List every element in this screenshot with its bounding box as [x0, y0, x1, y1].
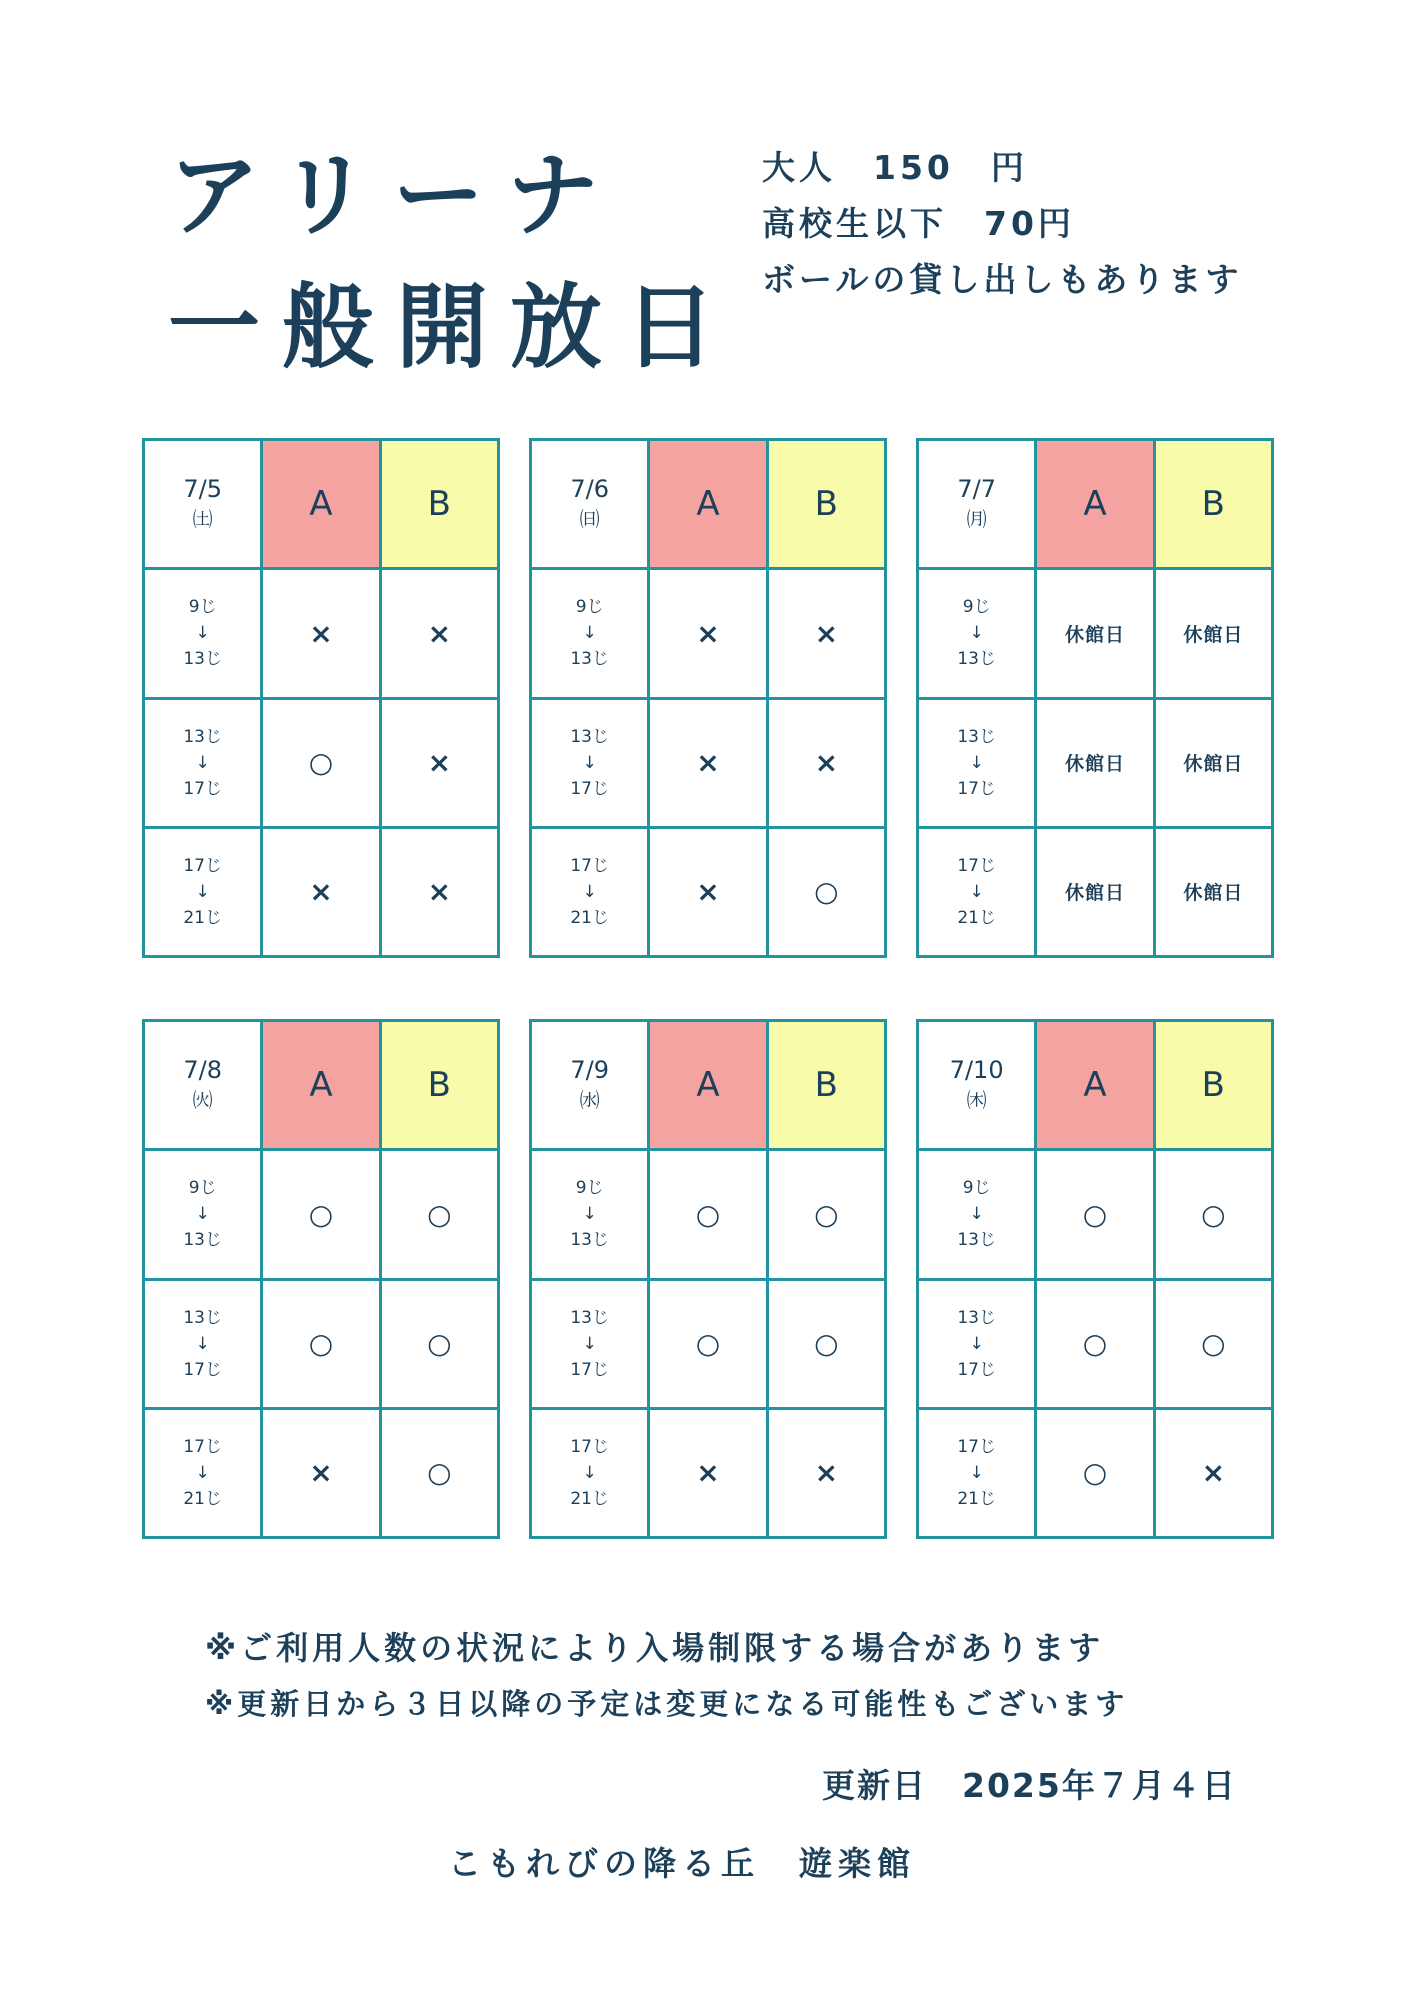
- time-arrow: ↓: [195, 1204, 210, 1225]
- availability-b: ○: [769, 1281, 884, 1407]
- availability-a: ×: [650, 829, 765, 955]
- court-b-header: [1156, 1022, 1271, 1148]
- availability-a: ×: [650, 570, 765, 696]
- time-arrow: ↓: [582, 752, 597, 773]
- time-end: 21じ: [183, 1488, 222, 1509]
- title-line-1: アリーナ: [168, 142, 621, 249]
- date-label: 7/10: [949, 1056, 1004, 1085]
- court-b-header: [769, 1022, 884, 1148]
- availability-a: ○: [650, 1281, 765, 1407]
- time-slot: [532, 1410, 647, 1536]
- day-table: [916, 438, 1274, 958]
- availability-a: ×: [650, 1410, 765, 1536]
- time-end: 21じ: [570, 1488, 609, 1509]
- weekday-label: ㈬: [579, 1088, 600, 1113]
- time-slot: [532, 1151, 647, 1277]
- time-arrow: ↓: [969, 752, 984, 773]
- availability-a: ○: [263, 700, 378, 826]
- time-start: 9じ: [188, 597, 217, 618]
- title-line-2: 一般開放日: [168, 274, 739, 381]
- court-a-header: [1037, 1022, 1152, 1148]
- time-arrow: ↓: [195, 1333, 210, 1354]
- court-a-label: A: [1083, 484, 1107, 525]
- time-start: 9じ: [188, 1178, 217, 1199]
- court-b-header: [382, 1022, 497, 1148]
- court-a-label: A: [309, 1065, 333, 1106]
- availability-b: ×: [769, 570, 884, 696]
- time-slot: [919, 570, 1034, 696]
- date-label: 7/5: [183, 475, 222, 504]
- weekday-label: ㈰: [579, 507, 600, 532]
- availability-b: 休館日: [1156, 570, 1271, 696]
- time-end: 17じ: [957, 1359, 996, 1380]
- court-b-label: B: [814, 484, 838, 525]
- note-line-2: ※更新日から３日以降の予定は変更になる可能性もございます: [205, 1687, 1129, 1721]
- court-b-header: [1156, 441, 1271, 567]
- time-slot: [145, 1410, 260, 1536]
- time-start: 9じ: [575, 1178, 604, 1199]
- date-header: [145, 441, 260, 567]
- time-start: 13じ: [183, 1307, 222, 1328]
- court-a-label: A: [309, 484, 333, 525]
- date-header: [532, 441, 647, 567]
- time-slot: [145, 700, 260, 826]
- time-start: 13じ: [957, 1307, 996, 1328]
- day-table: [529, 1019, 887, 1539]
- date-label: 7/7: [957, 475, 996, 504]
- availability-a: ×: [263, 570, 378, 696]
- court-a-header: [650, 441, 765, 567]
- time-slot: [919, 700, 1034, 826]
- availability-b: ×: [769, 1410, 884, 1536]
- time-arrow: ↓: [969, 1462, 984, 1483]
- time-end: 17じ: [957, 778, 996, 799]
- time-slot: [532, 1281, 647, 1407]
- court-a-label: A: [696, 484, 720, 525]
- availability-b: ×: [769, 700, 884, 826]
- court-b-label: B: [1201, 1065, 1225, 1106]
- day-table: [529, 438, 887, 958]
- availability-a: 休館日: [1037, 700, 1152, 826]
- availability-a: ○: [1037, 1281, 1152, 1407]
- time-start: 9じ: [575, 597, 604, 618]
- time-slot: [145, 1151, 260, 1277]
- availability-a: ×: [263, 1410, 378, 1536]
- date-label: 7/9: [570, 1056, 609, 1085]
- time-arrow: ↓: [969, 1333, 984, 1354]
- time-slot: [145, 829, 260, 955]
- court-b-label: B: [1201, 484, 1225, 525]
- availability-a: ○: [1037, 1410, 1152, 1536]
- date-header: [145, 1022, 260, 1148]
- time-start: 9じ: [962, 597, 991, 618]
- time-end: 13じ: [957, 649, 996, 670]
- date-label: 7/8: [183, 1056, 222, 1085]
- time-start: 9じ: [962, 1178, 991, 1199]
- date-label: 7/6: [570, 475, 609, 504]
- time-arrow: ↓: [582, 1204, 597, 1225]
- time-slot: [532, 570, 647, 696]
- time-start: 13じ: [957, 726, 996, 747]
- time-end: 13じ: [183, 1230, 222, 1251]
- court-a-header: [650, 1022, 765, 1148]
- weekday-label: ㈫: [192, 1088, 213, 1113]
- time-slot: [532, 700, 647, 826]
- venue-name: こもれびの降る丘 遊楽館: [448, 1844, 916, 1883]
- court-a-header: [263, 441, 378, 567]
- time-arrow: ↓: [582, 623, 597, 644]
- time-arrow: ↓: [195, 752, 210, 773]
- time-end: 21じ: [183, 907, 222, 928]
- weekday-label: ㈪: [966, 507, 987, 532]
- date-header: [919, 1022, 1034, 1148]
- availability-b: ○: [382, 1410, 497, 1536]
- time-arrow: ↓: [969, 623, 984, 644]
- time-end: 13じ: [957, 1230, 996, 1251]
- time-start: 13じ: [570, 1307, 609, 1328]
- availability-b: ○: [382, 1281, 497, 1407]
- time-end: 17じ: [183, 1359, 222, 1380]
- availability-b: ○: [382, 1151, 497, 1277]
- time-slot: [532, 829, 647, 955]
- time-arrow: ↓: [195, 623, 210, 644]
- date-header: [919, 441, 1034, 567]
- time-start: 17じ: [183, 1436, 222, 1457]
- time-end: 17じ: [570, 1359, 609, 1380]
- time-start: 13じ: [183, 726, 222, 747]
- court-b-label: B: [427, 484, 451, 525]
- court-a-header: [1037, 441, 1152, 567]
- court-b-header: [382, 441, 497, 567]
- time-arrow: ↓: [969, 1204, 984, 1225]
- time-arrow: ↓: [582, 1333, 597, 1354]
- availability-b: 休館日: [1156, 700, 1271, 826]
- time-end: 21じ: [570, 907, 609, 928]
- time-start: 17じ: [183, 855, 222, 876]
- time-start: 13じ: [570, 726, 609, 747]
- adult-price: 大人 150 円: [762, 148, 1028, 187]
- time-end: 17じ: [183, 778, 222, 799]
- availability-a: ×: [263, 829, 378, 955]
- availability-a: ×: [650, 700, 765, 826]
- time-end: 17じ: [570, 778, 609, 799]
- time-slot: [919, 829, 1034, 955]
- student-price: 高校生以下 70円: [762, 204, 1075, 243]
- time-slot: [145, 1281, 260, 1407]
- time-end: 13じ: [570, 649, 609, 670]
- availability-a: ○: [1037, 1151, 1152, 1277]
- court-a-label: A: [1083, 1065, 1107, 1106]
- availability-b: ○: [769, 1151, 884, 1277]
- availability-a: 休館日: [1037, 829, 1152, 955]
- availability-b: ○: [769, 829, 884, 955]
- time-slot: [919, 1281, 1034, 1407]
- time-slot: [919, 1410, 1034, 1536]
- availability-a: 休館日: [1037, 570, 1152, 696]
- day-table: [142, 1019, 500, 1539]
- time-end: 21じ: [957, 907, 996, 928]
- time-end: 13じ: [570, 1230, 609, 1251]
- ball-rental-note: ボールの貸し出しもあります: [762, 260, 1243, 299]
- notes: [205, 1620, 1128, 1732]
- time-arrow: ↓: [582, 881, 597, 902]
- updated-date: 更新日 2025年７月４日: [822, 1766, 1237, 1805]
- court-a-label: A: [696, 1065, 720, 1106]
- availability-b: ○: [1156, 1281, 1271, 1407]
- date-header: [532, 1022, 647, 1148]
- availability-b: 休館日: [1156, 829, 1271, 955]
- day-table: [916, 1019, 1274, 1539]
- time-start: 17じ: [570, 855, 609, 876]
- availability-a: ○: [263, 1151, 378, 1277]
- availability-a: ○: [650, 1151, 765, 1277]
- time-start: 17じ: [957, 855, 996, 876]
- court-b-label: B: [814, 1065, 838, 1106]
- time-arrow: ↓: [582, 1462, 597, 1483]
- time-slot: [145, 570, 260, 696]
- availability-b: ×: [1156, 1410, 1271, 1536]
- time-start: 17じ: [570, 1436, 609, 1457]
- weekday-label: ㈯: [192, 507, 213, 532]
- availability-b: ×: [382, 570, 497, 696]
- court-a-header: [263, 1022, 378, 1148]
- time-start: 17じ: [957, 1436, 996, 1457]
- availability-b: ×: [382, 700, 497, 826]
- time-end: 13じ: [183, 649, 222, 670]
- time-slot: [919, 1151, 1034, 1277]
- time-arrow: ↓: [195, 1462, 210, 1483]
- note-line-1: ※ご利用人数の状況により入場制限する場合があります: [205, 1629, 1105, 1667]
- court-b-header: [769, 441, 884, 567]
- availability-a: ○: [263, 1281, 378, 1407]
- weekday-label: ㈭: [966, 1088, 987, 1113]
- court-b-label: B: [427, 1065, 451, 1106]
- time-arrow: ↓: [195, 881, 210, 902]
- availability-b: ×: [382, 829, 497, 955]
- time-arrow: ↓: [969, 881, 984, 902]
- availability-b: ○: [1156, 1151, 1271, 1277]
- time-end: 21じ: [957, 1488, 996, 1509]
- day-table: [142, 438, 500, 958]
